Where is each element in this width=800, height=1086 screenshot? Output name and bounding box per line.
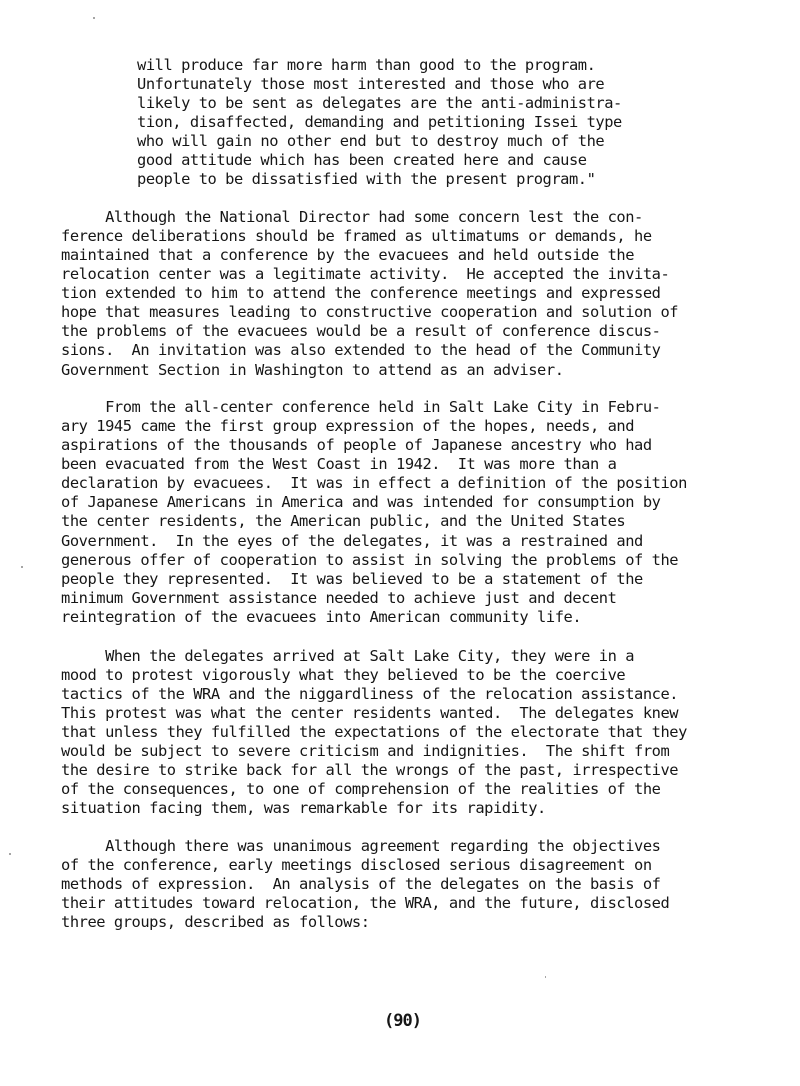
quote-line: will produce far more harm than good to the program. [137,56,596,74]
paragraph-line: been evacuated from the West Coast in 1942. It was more than a [61,455,617,473]
scan-speck [21,566,23,568]
quote-line: tion, disaffected, demanding and petitioning Issei type [137,113,622,131]
scan-speck [545,976,546,978]
paragraph-line: From the all-center conference held in Salt Lake City in Febru- [61,398,661,416]
paragraph-line: Government Section in Washington to attend as an adviser. [61,361,564,379]
paragraph-line: would be subject to severe criticism and indignities. The shift from [61,742,670,760]
paragraph-line: aspirations of the thousands of people of Japanese ancestry who had [61,436,652,454]
paragraph-line: of the conference, early meetings disclosed serious disagreement on [61,856,652,874]
paragraph-line: This protest was what the center residents wanted. The delegates knew [61,704,679,722]
paragraph-line: When the delegates arrived at Salt Lake City, they were in a [61,647,635,665]
paragraph-line: Government. In the eyes of the delegates, it was a restrained and [61,532,643,550]
paragraph-line: tion extended to him to attend the conference meetings and expressed [61,284,661,302]
paragraph-line: reintegration of the evacuees into American community life. [61,608,582,626]
paragraph-line: that unless they fulfilled the expectations of the electorate that they [61,723,687,741]
paragraph-line: hope that measures leading to constructive cooperation and solution of [61,303,679,321]
paragraph-line: sions. An invitation was also extended to the head of the Community [61,341,661,359]
paragraph-line: their attitudes toward relocation, the WRA, and the future, disclosed [61,894,670,912]
paragraph-line: situation facing them, was remarkable for its rapidity. [61,799,546,817]
paragraph-line: maintained that a conference by the evacuees and held outside the [61,246,635,264]
quote-line: people to be dissatisfied with the present program." [137,170,596,188]
paragraph-line: mood to protest vigorously what they believed to be the coercive [61,666,626,684]
paragraph-line: generous offer of cooperation to assist in solving the problems of the [61,551,679,569]
quote-line: Unfortunately those most interested and those who are [137,75,605,93]
page-number: (90) [384,1011,421,1031]
paragraph-line: of the consequences, to one of comprehension of the realities of the [61,780,661,798]
paragraph-line: the desire to strike back for all the wrongs of the past, irrespective [61,761,679,779]
scan-speck [9,853,11,855]
paragraph-line: ary 1945 came the first group expression of the hopes, needs, and [61,417,635,435]
paragraph-line: Although there was unanimous agreement regarding the objectives [61,837,661,855]
paragraph-line: tactics of the WRA and the niggardliness of the relocation assistance. [61,685,679,703]
quote-line: who will gain no other end but to destroy much of the [137,132,605,150]
paragraph-line: declaration by evacuees. It was in effect a definition of the position [61,474,687,492]
paragraph-line: ference deliberations should be framed as ultimatums or demands, he [61,227,652,245]
paragraph-line: three groups, described as follows: [61,913,370,931]
paragraph-line: minimum Government assistance needed to achieve just and decent [61,589,617,607]
paragraph-line: of Japanese Americans in America and was intended for consumption by [61,493,661,511]
paragraph-line: the center residents, the American public, and the United States [61,512,626,530]
quote-line: likely to be sent as delegates are the anti-administra- [137,94,622,112]
paragraph-line: methods of expression. An analysis of the delegates on the basis of [61,875,661,893]
paragraph-line: Although the National Director had some concern lest the con- [61,208,643,226]
paragraph-line: people they represented. It was believed to be a statement of the [61,570,643,588]
scan-speck [93,17,95,19]
quote-line: good attitude which has been created here and cause [137,151,587,169]
paragraph-line: the problems of the evacuees would be a result of conference discus- [61,322,661,340]
paragraph-line: relocation center was a legitimate activity. He accepted the invita- [61,265,670,283]
